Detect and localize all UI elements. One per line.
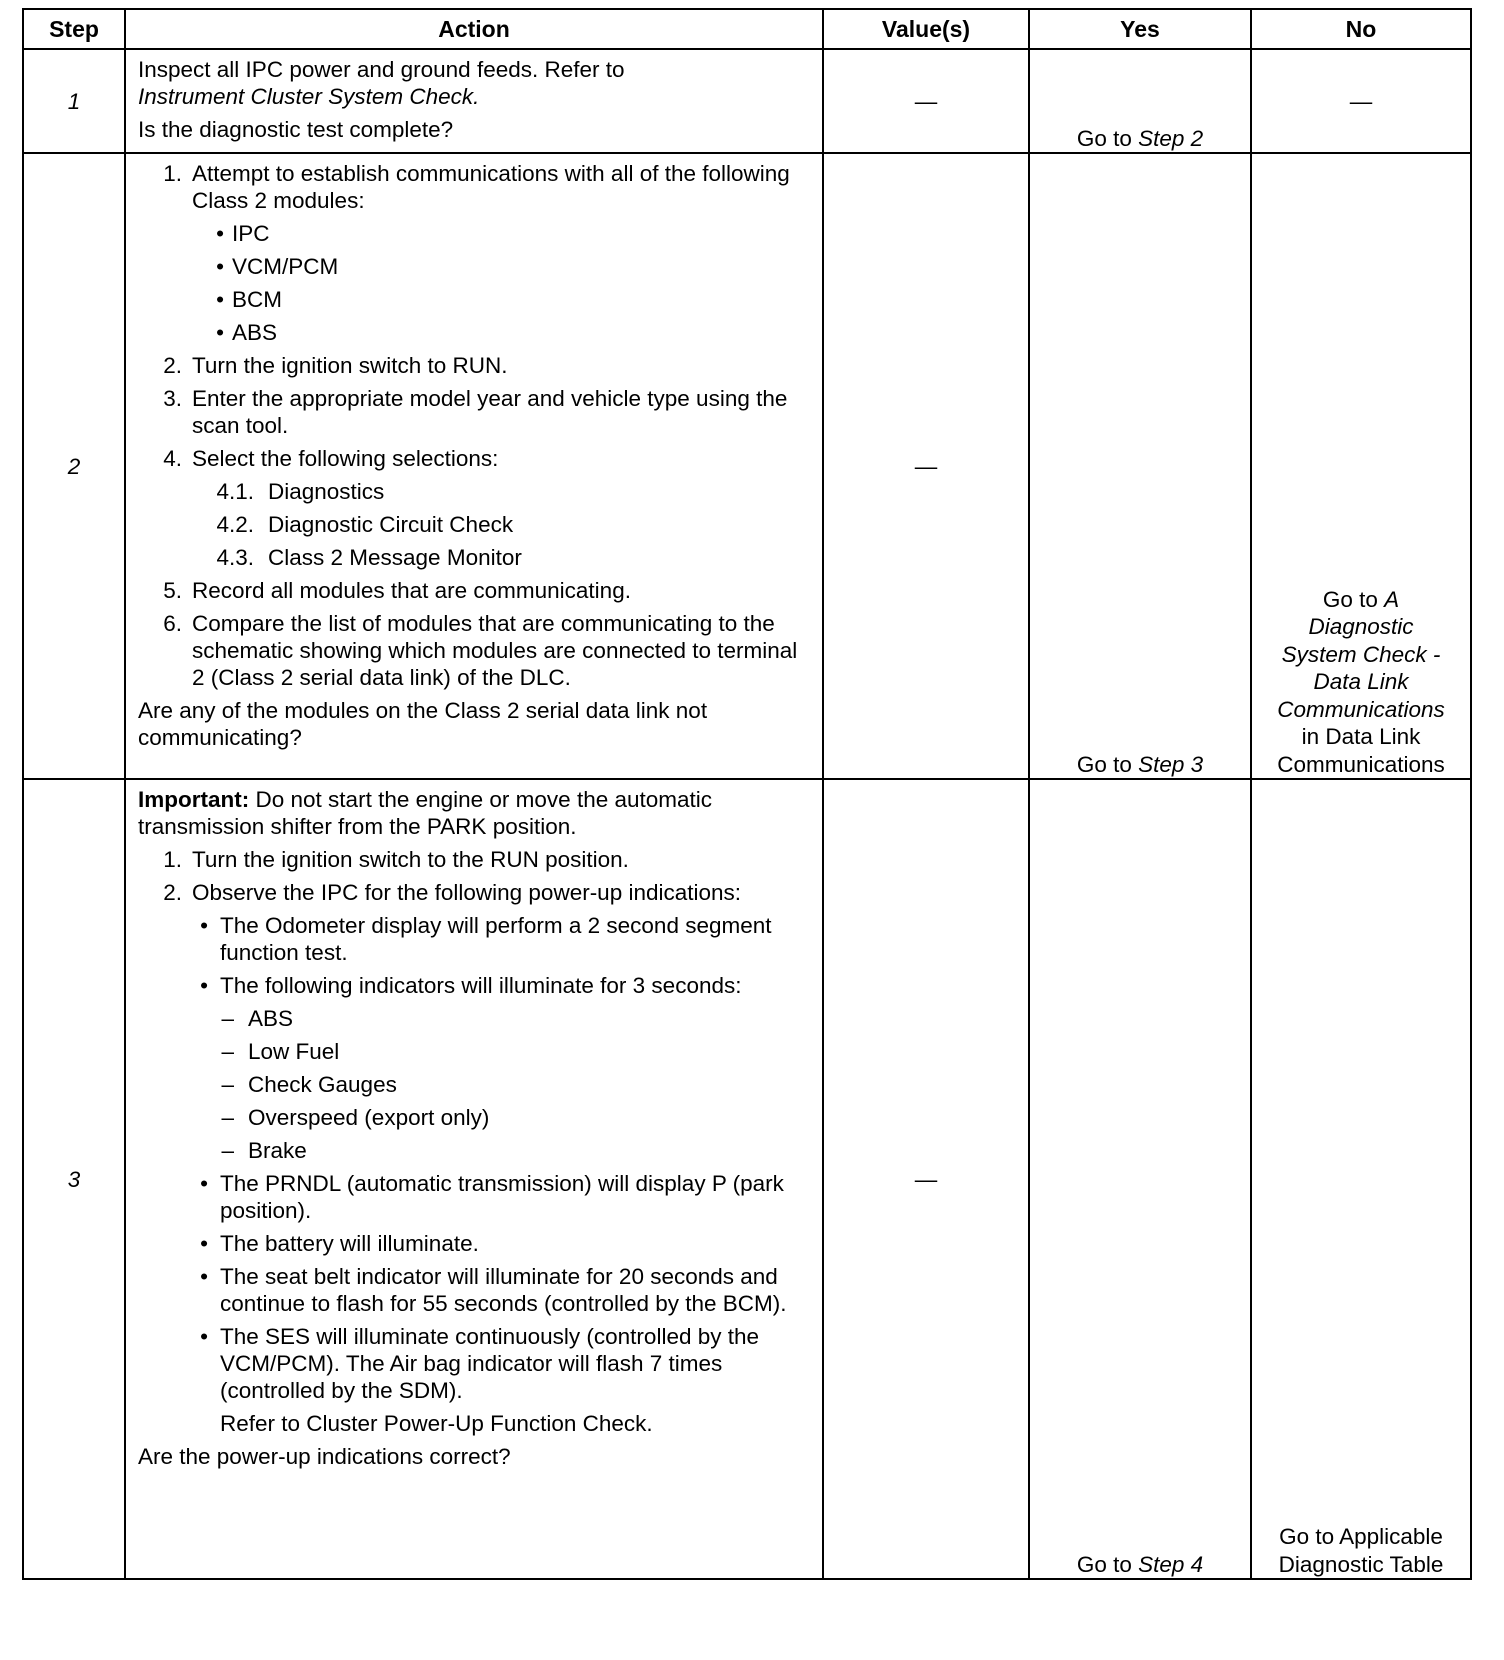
table-row-step-1 [23,49,1471,153]
action-question: Are any of the modules on the Class 2 serial data link not communicating? [138,698,708,750]
action-intro: Inspect all IPC power and ground feeds. Refer to [138,57,625,82]
list-item: 2. Observe the IPC for the following power-up indications: [163,880,742,905]
no-reference-link[interactable]: A [1384,586,1400,612]
bullet-item: • The PRNDL (automatic transmission) will display P (park position). [200,1171,784,1223]
list-item: 3. Enter the appropriate model year and vehicle type using the scan tool. [163,386,788,438]
action-cell [125,153,823,779]
bullet-item: • BCM [216,287,282,312]
bullet-item: • VCM/PCM [216,254,339,279]
dash-item: – Brake [221,1138,307,1163]
important-note: Important: Do not start the engine or move the automatic transmission shifter from the PARK position. [138,787,713,839]
no-cell [1251,779,1471,1579]
yes-cell [1029,779,1251,1579]
bullet-item: • The following indicators will illuminate for 3 seconds: [200,973,742,998]
bullet-item: • The battery will illuminate. [200,1231,479,1256]
value-cell: — [823,153,1029,779]
value-cell: — [823,779,1029,1579]
header-action: Action [125,9,823,49]
yes-step-link[interactable]: Step 2 [1138,126,1204,151]
dash-item: – Overspeed (export only) [221,1105,490,1130]
step-number: 3 [23,779,125,1579]
no-cell: — [1251,49,1471,153]
yes-cell [1029,153,1251,779]
sub-list-item: 4.1. Diagnostics [216,479,385,504]
yes-prefix: Go to [1076,1552,1132,1577]
list-item: 4. Select the following selections: [163,446,499,471]
header-step: Step [23,9,125,49]
action-question: Are the power-up indications correct? [138,1444,511,1469]
list-item: 5. Record all modules that are communicating. [163,578,631,603]
diagnostic-table [22,8,1472,1580]
dash-item: – ABS [221,1006,294,1031]
yes-cell [1029,49,1251,153]
no-line: Go to Applicable [1279,1524,1443,1549]
bullet-item: • The SES will illuminate continuously (controlled by the VCM/PCM). The Air bag indicator will flash 7 times (controlled by the SDM). [200,1324,760,1403]
no-line: Diagnostic Table [1278,1551,1444,1577]
yes-step-link[interactable]: Step 3 [1138,752,1204,777]
dash-item: – Low Fuel [221,1039,340,1064]
list-item: 2. Turn the ignition switch to RUN. [163,353,508,378]
header-yes: Yes [1029,9,1251,49]
refer-note: Refer to Cluster Power-Up Function Check. [220,1411,653,1436]
bullet-item: • ABS [216,320,278,345]
header-no: No [1251,9,1471,49]
yes-prefix: Go to [1076,126,1132,151]
yes-step-link[interactable]: Step 4 [1138,1552,1204,1577]
bullet-item: • The Odometer display will perform a 2 second segment function test. [200,913,772,965]
action-cell [125,49,823,153]
list-item: 6. Compare the list of modules that are communicating to the schematic showing which modules are connected to terminal 2 (Class 2 serial data link) of the DLC. [163,611,798,690]
step-number: 2 [23,153,125,779]
table-row-step-2 [23,153,1471,779]
list-item: 1. Turn the ignition switch to the RUN position. [163,847,629,872]
list-item: 1. Attempt to establish communications with all of the following Class 2 modules: [163,161,790,213]
sub-list-item: 4.2. Diagnostic Circuit Check [216,512,514,537]
action-cell [125,779,823,1579]
header-values: Value(s) [823,9,1029,49]
value-cell: — [823,49,1029,153]
action-reference: Instrument Cluster System Check. [138,84,480,109]
sub-list-item: 4.3. Class 2 Message Monitor [216,545,522,570]
dash-item: – Check Gauges [221,1072,397,1097]
bullet-item: • IPC [216,221,270,246]
table-row-step-3 [23,779,1471,1579]
header-row [23,9,1471,49]
action-question: Is the diagnostic test complete? [138,117,454,142]
yes-prefix: Go to [1076,752,1132,777]
no-cell: Go to A Diagnostic System Check - Data Link Communications in Data Link Communications [1251,153,1471,779]
bullet-item: • The seat belt indicator will illuminate for 20 seconds and continue to flash for 55 seconds (controlled by the BCM). [200,1264,787,1316]
step-number: 1 [23,49,125,153]
